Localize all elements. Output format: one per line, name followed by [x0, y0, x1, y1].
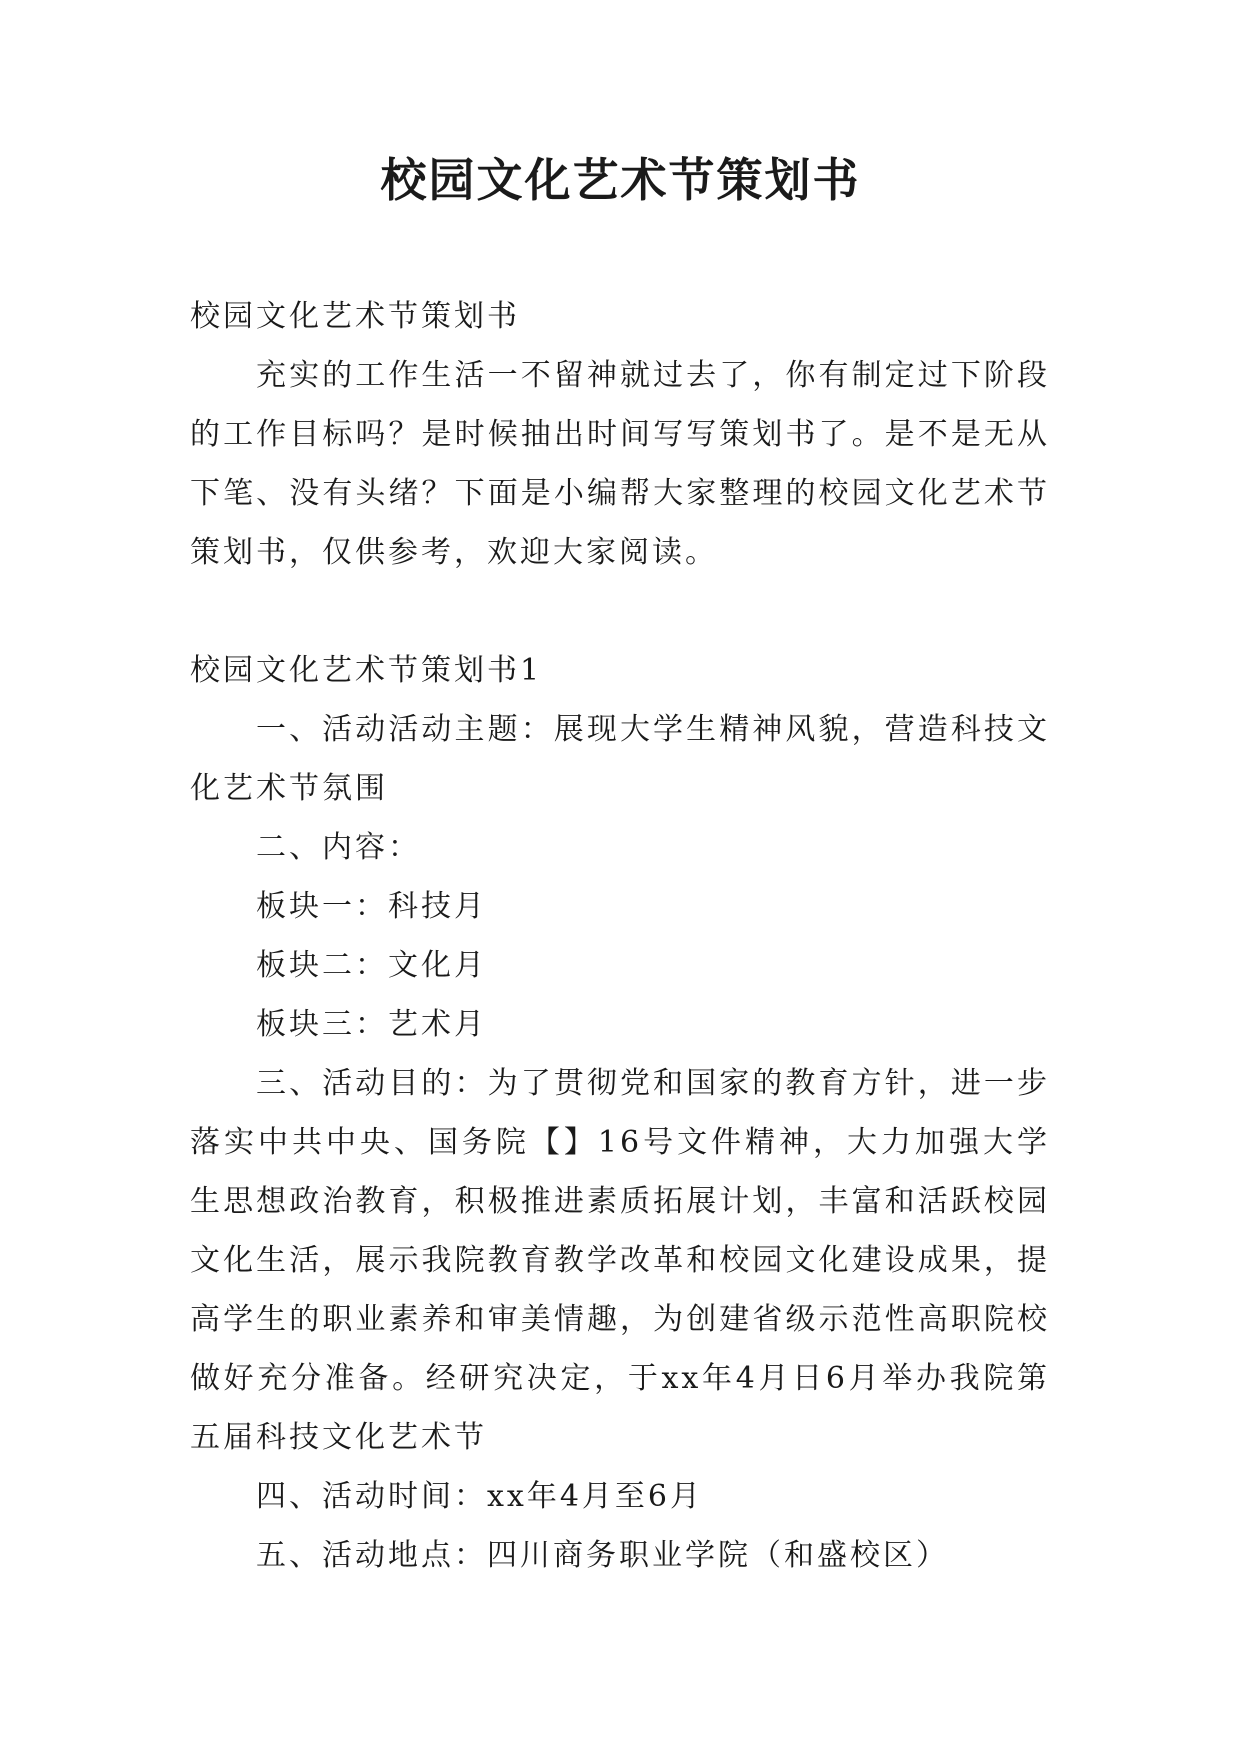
document-body — [190, 287, 1050, 1585]
block-three: 板块三：艺术月 — [256, 1007, 487, 1042]
subtitle-paragraph: 校园文化艺术节策划书 — [190, 299, 520, 334]
location-paragraph: 五、活动地点：四川商务职业学院（和盛校区） — [256, 1538, 949, 1573]
section-heading: 校园文化艺术节策划书1 — [190, 653, 543, 688]
block-two: 板块二：文化月 — [256, 948, 487, 983]
time-paragraph: 四、活动时间：xx年4月至6月 — [256, 1479, 704, 1514]
purpose-paragraph: 三、活动目的：为了贯彻党和国家的教育方针，进一步落实中共中央、国务院【】16号文件精神，大力加强大学生思想政治教育，积极推进素质拓展计划，丰富和活跃校园文化生活，展示我院教育教学改革和校园文化建设成果，提高学生的职业素养和审美情趣，为创建省级示范性高职院校做好充分准备。经研究决定，于xx年4月日6月举办我院第五届科技文化艺术节 — [190, 1066, 1050, 1455]
theme-paragraph: 一、活动活动主题：展现大学生精神风貌，营造科技文化艺术节氛围 — [190, 712, 1050, 806]
intro-paragraph: 充实的工作生活一不留神就过去了，你有制定过下阶段的工作目标吗？是时候抽出时间写写策划书了。是不是无从下笔、没有头绪？下面是小编帮大家整理的校园文化艺术节策划书，仅供参考，欢迎大家阅读。 — [190, 358, 1050, 570]
content-heading: 二、内容： — [256, 830, 421, 865]
document-title: 校园文化艺术节策划书 — [380, 153, 861, 207]
block-one: 板块一：科技月 — [256, 889, 487, 924]
